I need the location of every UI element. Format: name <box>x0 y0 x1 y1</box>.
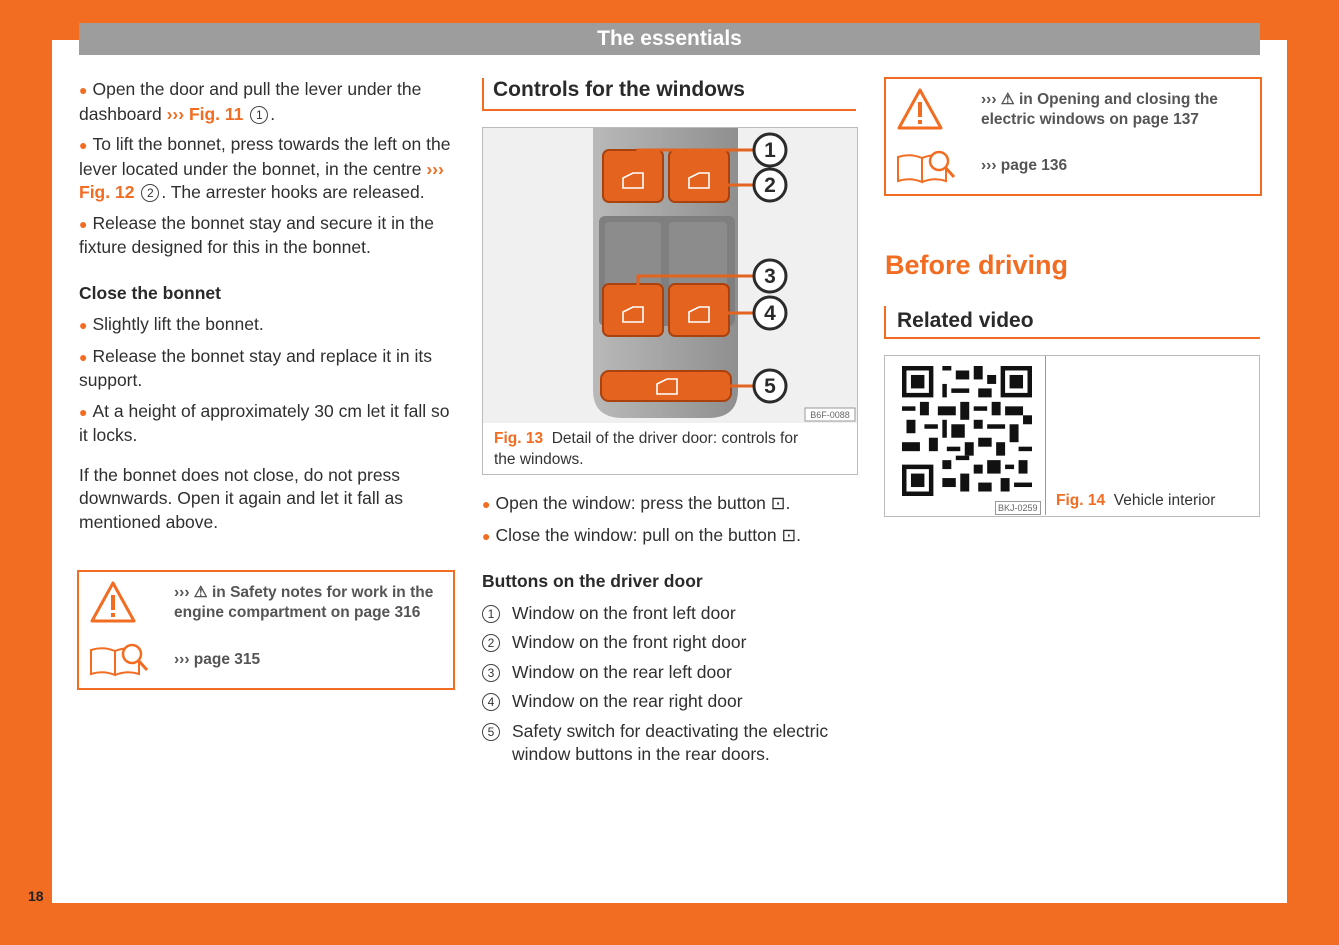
legend-item: 4 Window on the rear right door <box>482 690 862 714</box>
warning-text[interactable]: electric windows on page 137 <box>981 111 1199 128</box>
page-reference-link[interactable]: ››› page 315 <box>174 651 261 668</box>
bullet-icon: ● <box>79 137 88 153</box>
figure-code: BKJ-0259 <box>995 501 1041 515</box>
callout-label: 2 <box>764 174 776 197</box>
qr-code-icon[interactable] <box>897 366 1037 496</box>
chapter-title: Before driving <box>885 250 1069 280</box>
legend-item: 2 Window on the front right door <box>482 631 862 655</box>
middle-text <box>482 492 862 773</box>
paragraph: If the bonnet does not close, do not press downwards. Open it again and let it fall as mentioned above. <box>79 464 403 532</box>
list-item: ● Close the window: pull on the button ⊡. <box>482 524 802 545</box>
bullet-icon: ● <box>79 348 88 365</box>
figure-label: Fig. 13 <box>494 430 544 447</box>
list-item: ● Release the bonnet stay and secure it in the fixture designed for this in the bonnet. <box>79 212 434 257</box>
page-reference-link[interactable]: ››› page 136 <box>981 157 1068 174</box>
callout-label: 1 <box>764 139 776 162</box>
figure-label: Fig. 14 <box>1056 492 1106 509</box>
figure-13 <box>482 127 858 475</box>
bullet-icon: ● <box>482 527 491 544</box>
section-heading: Buttons on the driver door <box>482 571 703 591</box>
list-item: ● At a height of approximately 30 cm let it fall so it locks. <box>79 400 450 445</box>
warning-box <box>884 77 1262 196</box>
warning-box <box>77 570 455 690</box>
figure-code: B6F-0088 <box>810 410 850 420</box>
header-bar <box>79 23 1260 55</box>
section-marker <box>482 78 484 110</box>
left-column <box>79 78 459 541</box>
figure-14 <box>884 355 1260 517</box>
list-item: ● Open the window: press the button ⊡. <box>482 493 791 513</box>
bullet-icon: ● <box>482 496 491 512</box>
section-heading: Close the bonnet <box>79 282 221 303</box>
section-marker <box>884 306 886 338</box>
callout-label: 4 <box>764 302 776 325</box>
window-button-icon: ⊡ <box>770 493 786 513</box>
figure-link[interactable]: ››› Fig. 12 <box>79 158 444 202</box>
callout-label: 3 <box>764 265 776 288</box>
figure-caption: Fig. 13 Detail of the driver door: controls for the windows. <box>494 430 799 468</box>
callout-label: 5 <box>764 375 776 398</box>
warning-text[interactable]: engine compartment on page 316 <box>174 604 421 621</box>
warning-text[interactable]: ››› ⚠ in Safety notes for work in the <box>174 584 434 601</box>
bullet-icon: ● <box>79 317 88 333</box>
book-magnifier-icon <box>87 640 151 680</box>
section-title: Related video <box>897 309 1034 332</box>
list-item: ● Slightly lift the bonnet. <box>79 314 264 334</box>
section-title: Controls for the windows <box>493 78 745 101</box>
figure-link[interactable]: ››› Fig. 11 <box>166 103 244 124</box>
window-button-icon: ⊡ <box>781 524 797 545</box>
legend-item: 1 Window on the front left door <box>482 602 862 626</box>
list-item: ● To lift the bonnet, press towards the left on the lever located under the bonnet, in the centre ››› Fig. 12 2 . The arrester hooks are released. <box>79 134 451 202</box>
bullet-icon: ● <box>79 403 88 420</box>
window-controls-illustration <box>483 128 857 423</box>
header-title: The essentials <box>597 27 742 50</box>
section-underline <box>884 337 1260 339</box>
section-underline <box>482 109 856 111</box>
bullet-icon: ● <box>79 82 88 98</box>
figure-caption: Fig. 14 Vehicle interior <box>1056 492 1216 509</box>
list-item: ● Open the door and pull the lever under the dashboard ››› Fig. 11 1 . <box>79 79 422 124</box>
list-item: ● Release the bonnet stay and replace it in its support. <box>79 345 432 390</box>
legend-item: 5 Safety switch for deactivating the electric window buttons in the rear doors. <box>482 720 862 767</box>
legend-item: 3 Window on the rear left door <box>482 661 862 685</box>
qr-code-frame[interactable] <box>885 356 1046 515</box>
warning-triangle-icon <box>896 87 944 131</box>
warning-triangle-icon <box>89 580 137 624</box>
callout-number: 2 <box>141 184 159 202</box>
warning-text[interactable]: ››› ⚠ in Opening and closing the <box>981 91 1218 108</box>
page-number: 18 <box>28 888 44 904</box>
book-magnifier-icon <box>894 147 958 187</box>
bullet-icon: ● <box>79 215 88 232</box>
callout-number: 1 <box>250 106 268 124</box>
